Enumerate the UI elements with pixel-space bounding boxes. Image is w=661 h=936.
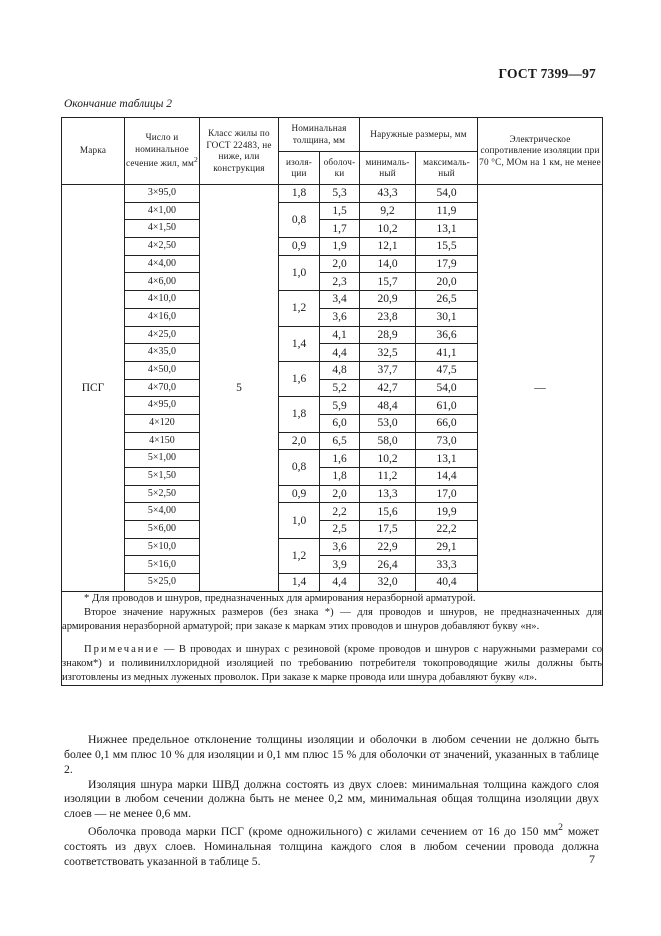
- cell-insulation: 0,8: [279, 202, 320, 237]
- cell-max: 47,5: [416, 361, 478, 379]
- cell-min: 15,7: [360, 273, 416, 291]
- header-max: максималь-ный: [416, 152, 478, 185]
- paragraph-3-exp: 2: [558, 822, 563, 834]
- cell-max: 33,3: [416, 556, 478, 574]
- paragraph-3: [64, 822, 599, 869]
- table-row: [62, 185, 603, 203]
- cell-min: 32,0: [360, 574, 416, 592]
- cell-min: 22,9: [360, 538, 416, 556]
- cell-section: 4×10,0: [125, 291, 200, 309]
- cell-section: 4×4,00: [125, 255, 200, 273]
- cell-max: 26,5: [416, 291, 478, 309]
- cell-section: 4×70,0: [125, 379, 200, 397]
- cell-insulation: 1,2: [279, 538, 320, 573]
- cell-sheath: 2,0: [320, 485, 360, 503]
- cell-max: 66,0: [416, 414, 478, 432]
- cell-min: 48,4: [360, 397, 416, 415]
- cell-insulation: 1,4: [279, 574, 320, 592]
- cell-sheath: 5,9: [320, 397, 360, 415]
- cell-max: 29,1: [416, 538, 478, 556]
- cell-class: 5: [200, 185, 279, 592]
- note-label: Примечание: [84, 643, 160, 655]
- cell-insulation: 0,9: [279, 238, 320, 256]
- cell-sheath: 2,2: [320, 503, 360, 521]
- cell-insulation: 0,8: [279, 450, 320, 485]
- cell-section: 4×2,50: [125, 238, 200, 256]
- cell-section: 3×95,0: [125, 185, 200, 203]
- header-insulation: изоля-ции: [279, 152, 320, 185]
- paragraph-3-b: может состоять из двух слоев. Номинальная толщина каждого слоя в любом сечении провода должна соответствовать указанной в таблице 5.: [64, 825, 599, 868]
- cell-section: 4×50,0: [125, 361, 200, 379]
- cell-section: 5×25,0: [125, 574, 200, 592]
- second-value-note: Второе значение наружных размеров (без знака *) — для проводов и шнуров, не предназначенных для армирования неразборной арматурой; при заказе к маркам этих проводов и шнуров добавляют букву «н».: [62, 606, 603, 632]
- body-text: [64, 733, 599, 870]
- header-brand: Марка: [62, 118, 125, 185]
- cell-section: 4×120: [125, 414, 200, 432]
- cell-min: 42,7: [360, 379, 416, 397]
- cell-sheath: 3,6: [320, 308, 360, 326]
- cell-sheath: 4,4: [320, 344, 360, 362]
- cell-max: 20,0: [416, 273, 478, 291]
- cell-max: 17,0: [416, 485, 478, 503]
- header-section-unit: мм: [181, 158, 194, 169]
- cell-section: 5×6,00: [125, 521, 200, 539]
- cell-section: 5×2,50: [125, 485, 200, 503]
- cell-resistance: —: [478, 185, 603, 592]
- cell-sheath: 4,4: [320, 574, 360, 592]
- cell-sheath: 2,0: [320, 255, 360, 273]
- cell-max: 15,5: [416, 238, 478, 256]
- cell-sheath: 3,4: [320, 291, 360, 309]
- cell-min: 12,1: [360, 238, 416, 256]
- note: [62, 643, 602, 685]
- cell-sheath: 5,2: [320, 379, 360, 397]
- cell-sheath: 6,0: [320, 414, 360, 432]
- cell-section: 4×16,0: [125, 308, 200, 326]
- cell-sheath: 1,8: [320, 468, 360, 486]
- header-section-text: Число и номинальное сечение жил,: [125, 132, 189, 169]
- cell-min: 10,2: [360, 450, 416, 468]
- cell-brand: ПСГ: [62, 185, 125, 592]
- cell-insulation: 1,0: [279, 255, 320, 290]
- paragraph-3-a: Оболочка провода марки ПСГ (кроме одножильного) с жилами сечением от 16 до 150 мм: [88, 825, 559, 839]
- header-resistance: Электрическое сопротивление изоляции при 70 °С, МОм на 1 км, не менее: [478, 118, 603, 185]
- header-min: минималь-ный: [360, 152, 416, 185]
- cell-min: 13,3: [360, 485, 416, 503]
- header-nominal-thickness: Номинальная толщина, мм: [279, 118, 360, 152]
- cell-section: 5×4,00: [125, 503, 200, 521]
- cell-sheath: 1,9: [320, 238, 360, 256]
- cell-section: 4×25,0: [125, 326, 200, 344]
- cell-sheath: 2,3: [320, 273, 360, 291]
- header-section-exp: 2: [194, 155, 199, 165]
- cell-max: 36,6: [416, 326, 478, 344]
- cell-insulation: 0,9: [279, 485, 320, 503]
- page-number: 7: [589, 852, 595, 866]
- cell-insulation: 1,8: [279, 397, 320, 432]
- cell-insulation: 1,2: [279, 291, 320, 326]
- cell-min: 11,2: [360, 468, 416, 486]
- header-outer-dims: Наружные размеры, мм: [360, 118, 478, 152]
- cell-max: 73,0: [416, 432, 478, 450]
- header-conductor-class: Класс жилы по ГОСТ 22483, не ниже, или конструкция: [200, 118, 279, 185]
- cell-sheath: 1,5: [320, 202, 360, 220]
- cell-section: 4×35,0: [125, 344, 200, 362]
- cell-section: 5×1,50: [125, 468, 200, 486]
- cell-section: 4×150: [125, 432, 200, 450]
- note-text: — В проводах и шнурах с резиновой (кроме проводов и шнуров с наружными размерами со знаком*) и поливинилхлоридной изоляцией по требованию потребителя токопроводящие жилы должны быть изготовлены из медных луженых проволок. При заказе к марке провода или шнура добавляют букву «л».: [62, 643, 603, 683]
- cell-sheath: 3,9: [320, 556, 360, 574]
- cell-min: 58,0: [360, 432, 416, 450]
- header-sheath: оболоч-ки: [320, 152, 360, 185]
- table-notes: [62, 591, 603, 685]
- cell-insulation: 1,0: [279, 503, 320, 538]
- cell-min: 15,6: [360, 503, 416, 521]
- cell-min: 14,0: [360, 255, 416, 273]
- cell-min: 9,2: [360, 202, 416, 220]
- cell-sheath: 1,7: [320, 220, 360, 238]
- cell-min: 10,2: [360, 220, 416, 238]
- table-caption: Окончание таблицы 2: [64, 98, 172, 110]
- cell-max: 13,1: [416, 450, 478, 468]
- cell-max: 54,0: [416, 185, 478, 203]
- cell-max: 17,9: [416, 255, 478, 273]
- cell-insulation: 1,6: [279, 361, 320, 396]
- footnote: * Для проводов и шнуров, предназначенных для армирования неразборной арматурой.: [84, 592, 476, 604]
- cell-max: 11,9: [416, 202, 478, 220]
- cell-sheath: 4,1: [320, 326, 360, 344]
- cell-sheath: 6,5: [320, 432, 360, 450]
- cell-section: 5×16,0: [125, 556, 200, 574]
- cell-insulation: 2,0: [279, 432, 320, 450]
- standard-header: ГОСТ 7399—97: [498, 66, 596, 81]
- cell-min: 28,9: [360, 326, 416, 344]
- paragraph-2: Изоляция шнура марки ШВД должна состоять из двух слоев: минимальная толщина каждого слоя изоляции в любом сечении должна быть не менее 0,2 мм, минимальная общая толщина изоляции двух слоев — не менее 0,6 мм.: [64, 777, 599, 821]
- cell-max: 22,2: [416, 521, 478, 539]
- cable-table: [61, 117, 603, 686]
- cell-min: 43,3: [360, 185, 416, 203]
- cell-section: 4×95,0: [125, 397, 200, 415]
- cell-insulation: 1,4: [279, 326, 320, 361]
- paragraph-1: Нижнее предельное отклонение толщины изоляции и оболочки в любом сечении не должно быть более 0,1 мм плюс 10 % для изоляции и 0,1 мм плюс 15 % для оболочки от значений, указанных в таблице 2.: [64, 733, 599, 776]
- table-body: [62, 185, 603, 592]
- cell-max: 40,4: [416, 574, 478, 592]
- cell-max: 14,4: [416, 468, 478, 486]
- cell-max: 19,9: [416, 503, 478, 521]
- cell-max: 61,0: [416, 397, 478, 415]
- cell-sheath: 3,6: [320, 538, 360, 556]
- cell-sheath: 5,3: [320, 185, 360, 203]
- cell-min: 20,9: [360, 291, 416, 309]
- cell-section: 4×1,50: [125, 220, 200, 238]
- cell-section: 4×1,00: [125, 202, 200, 220]
- cell-min: 32,5: [360, 344, 416, 362]
- cell-min: 23,8: [360, 308, 416, 326]
- cell-insulation: 1,8: [279, 185, 320, 203]
- cell-max: 13,1: [416, 220, 478, 238]
- cell-section: 5×1,00: [125, 450, 200, 468]
- cell-min: 26,4: [360, 556, 416, 574]
- cell-max: 41,1: [416, 344, 478, 362]
- cell-min: 37,7: [360, 361, 416, 379]
- cell-max: 30,1: [416, 308, 478, 326]
- cell-min: 53,0: [360, 414, 416, 432]
- header-section: [125, 118, 200, 185]
- cell-sheath: 1,6: [320, 450, 360, 468]
- cell-sheath: 4,8: [320, 361, 360, 379]
- cell-max: 54,0: [416, 379, 478, 397]
- cell-section: 5×10,0: [125, 538, 200, 556]
- cell-min: 17,5: [360, 521, 416, 539]
- cell-sheath: 2,5: [320, 521, 360, 539]
- cell-section: 4×6,00: [125, 273, 200, 291]
